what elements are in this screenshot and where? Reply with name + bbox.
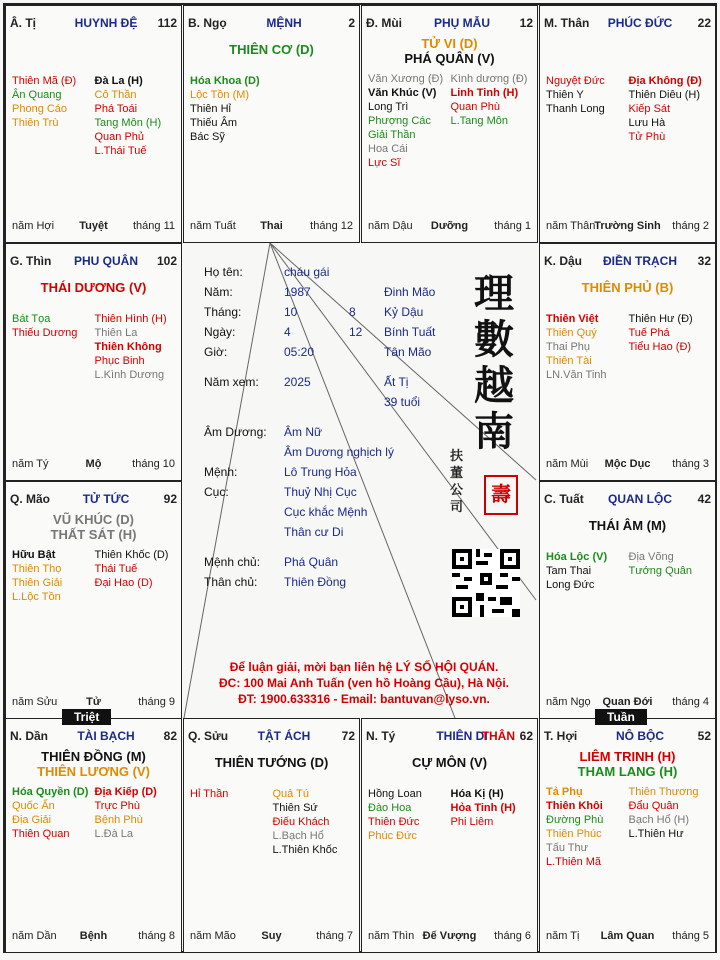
minor-star: Thiên Tài — [546, 355, 592, 367]
minor-star: L.Bạch Hổ — [272, 830, 324, 842]
minor-star: Thiên Trù — [12, 117, 59, 129]
minor-stars-right — [629, 74, 712, 144]
triet-tag: Triệt — [62, 709, 111, 725]
palace-footer — [190, 930, 353, 944]
minor-stars-right — [95, 312, 178, 382]
minor-star: Lộc Tồn (M) — [190, 89, 250, 101]
cuc-value: Thuỷ Nhị Cục — [284, 485, 357, 499]
palace-month: tháng 9 — [138, 696, 175, 708]
palace-header — [544, 729, 711, 743]
minor-star: Hỏa Tinh (H) — [450, 802, 516, 814]
minor-star: Hóa Quyền (D) — [12, 786, 89, 798]
minor-star: Hóa Lộc (V) — [546, 551, 608, 563]
palace-header — [544, 254, 711, 268]
minor-star: Thiên Y — [546, 89, 584, 101]
main-star: THIÊN CƠ (D) — [229, 42, 314, 57]
palace-name: ĐIỀN TRẠCH — [603, 254, 677, 268]
minor-star: Văn Khúc (V) — [368, 87, 437, 99]
minor-stars-right — [95, 785, 178, 841]
cuc-label: Cục: — [204, 485, 229, 499]
palace-cell-hoi — [539, 718, 716, 953]
minor-star: Thiên Thương — [628, 786, 699, 798]
palace-branch: Â. Tị — [10, 16, 36, 30]
qr-code-icon — [452, 549, 520, 617]
palace-month: tháng 6 — [494, 930, 531, 942]
palace-header — [10, 254, 177, 268]
minor-star: Thiên Hình (H) — [94, 313, 167, 325]
minor-stars-right — [273, 74, 356, 144]
palace-year: năm Tý — [12, 458, 49, 470]
palace-month: tháng 4 — [672, 696, 709, 708]
day-label: Ngày: — [204, 325, 236, 339]
name-value: cháu gái — [284, 265, 330, 279]
view-year-value: 2025 — [284, 375, 311, 389]
palace-year: năm Tị — [546, 930, 580, 942]
palace-stage: Bệnh — [79, 930, 108, 942]
palace-branch: Q. Sửu — [188, 729, 229, 743]
minor-stars-left — [546, 550, 629, 592]
palace-name: TỬ TỨC — [82, 492, 130, 506]
palace-footer — [368, 220, 531, 234]
palace-cell-dan — [5, 718, 182, 953]
minor-star: Bạch Hổ (H) — [628, 814, 690, 826]
palace-cell-mao — [5, 481, 182, 719]
minor-stars-right — [629, 312, 712, 382]
main-star: THÁI ÂM (M) — [588, 518, 667, 533]
hour-can-chi: Tân Mão — [384, 345, 432, 359]
minor-star: Địa Võng — [628, 551, 674, 563]
main-star: THIÊN LƯƠNG (V) — [37, 764, 150, 779]
view-year-can-chi: Ất Tị — [384, 375, 409, 389]
minor-star: Thiên Thọ — [12, 563, 62, 575]
palace-year: năm Tuất — [190, 220, 236, 232]
palace-footer — [368, 930, 531, 944]
minor-star: Thiên Hư (Đ) — [628, 313, 693, 325]
minor-star: Giải Thần — [368, 129, 416, 141]
minor-stars-right — [629, 785, 712, 869]
main-star: CỰ MÔN (V) — [411, 755, 488, 770]
tuan-tag: Tuần — [595, 709, 647, 725]
palace-stage: Trường Sinh — [594, 220, 661, 232]
palace-footer — [546, 696, 709, 710]
palace-cell-thin — [5, 243, 182, 481]
minor-star: Tử Phù — [628, 131, 666, 143]
minor-star: Thiên Quan — [12, 828, 70, 840]
hour-label: Giờ: — [204, 345, 228, 359]
palace-name: MỆNH — [266, 16, 302, 30]
minor-star: Nguyệt Đức — [546, 75, 605, 87]
minor-star: Linh Tinh (H) — [450, 87, 519, 99]
qr-code[interactable] — [452, 549, 520, 617]
main-star: PHÁ QUÂN (V) — [404, 51, 495, 66]
minor-stars-right — [451, 787, 534, 843]
minor-star: Bệnh Phù — [94, 814, 143, 826]
palace-cell-ty2 — [361, 718, 538, 953]
menh-label: Mệnh: — [204, 465, 238, 479]
palace-footer — [12, 220, 175, 234]
minor-star: Hoa Cái — [368, 143, 408, 155]
main-star: THAM LANG (H) — [577, 764, 678, 779]
minor-star: LN.Văn Tinh — [546, 369, 607, 381]
month-can-chi: Kỷ Dậu — [384, 305, 424, 319]
minor-star: Lưu Hà — [628, 117, 666, 129]
palace-number: 92 — [163, 492, 177, 506]
palace-footer — [12, 930, 175, 944]
age-value: 39 tuổi — [384, 395, 421, 409]
minor-star: Thiên Sứ — [272, 802, 318, 814]
minor-stars-left — [546, 785, 629, 869]
palace-branch: N. Dần — [10, 729, 49, 743]
minor-star: Thiên Phúc — [546, 828, 602, 840]
minor-star: Thiên Hỉ — [190, 103, 231, 115]
palace-footer — [546, 930, 709, 944]
palace-month: tháng 1 — [494, 220, 531, 232]
minor-star: L.Thiên Khốc — [272, 844, 338, 856]
palace-month: tháng 10 — [132, 458, 175, 470]
red-stamp: 壽 — [484, 475, 518, 515]
palace-branch: Q. Mão — [10, 492, 51, 506]
minor-star: Phong Cáo — [12, 103, 68, 115]
minor-stars-left — [190, 787, 273, 857]
minor-star: L.Lộc Tồn — [12, 591, 61, 603]
am-duong-value: Âm Nữ — [284, 425, 323, 439]
minor-stars-left — [12, 785, 95, 841]
palace-stage: Quan Đới — [602, 696, 653, 708]
palace-cell-tuat — [539, 481, 716, 719]
palace-branch: T. Hợi — [544, 729, 578, 743]
palace-header — [544, 492, 711, 506]
minor-stars-right — [451, 72, 534, 170]
minor-star: Phá Toái — [94, 103, 138, 115]
palace-cell-mui — [361, 5, 538, 243]
minor-stars-left — [12, 74, 95, 158]
minor-star: Thiên Khốc (D) — [94, 549, 169, 561]
minor-star: Tuế Phá — [628, 327, 670, 339]
main-star: LIÊM TRINH (H) — [579, 749, 676, 764]
palace-number: 112 — [157, 16, 177, 30]
palace-month: tháng 3 — [672, 458, 709, 470]
contact-line-1: Để luận giải, mời bạn liên hệ LÝ SỐ HỘI QUÁN. — [229, 660, 499, 674]
minor-star: Địa Giải — [12, 814, 52, 826]
palace-branch: Đ. Mùi — [366, 16, 402, 30]
minor-star: Thiên Diêu (H) — [628, 89, 701, 101]
minor-star: Long Trì — [368, 101, 409, 113]
main-star: THÁI DƯƠNG (V) — [40, 280, 147, 295]
palace-number: 62 — [519, 729, 533, 743]
minor-stars-left — [368, 787, 451, 843]
minor-star: Phúc Đức — [368, 830, 417, 842]
minor-star: Lực Sĩ — [368, 157, 401, 169]
minor-star: Thiên Không — [94, 341, 162, 353]
minor-star: Quan Phủ — [94, 131, 145, 143]
am-duong-note: Âm Dương nghịch lý — [284, 445, 394, 459]
day-lunar: 12 — [349, 325, 363, 339]
palace-stage: Thai — [260, 220, 283, 232]
minor-star: Kiếp Sát — [628, 103, 671, 115]
palace-year: năm Ngọ — [546, 696, 591, 708]
palace-cell-suu — [183, 718, 360, 953]
palace-cell-ty — [5, 5, 182, 243]
center-info-panel — [184, 243, 536, 718]
palace-number: 32 — [697, 254, 711, 268]
palace-year: năm Dậu — [368, 220, 413, 232]
minor-star: Trực Phù — [94, 800, 140, 812]
minor-star: Long Đức — [546, 579, 595, 591]
palace-name: HUYNH ĐỆ — [74, 16, 138, 30]
palace-footer — [546, 458, 709, 472]
minor-star: Thanh Long — [546, 103, 605, 115]
main-star: VŨ KHÚC (D) — [53, 512, 134, 527]
palace-year: năm Dần — [12, 930, 57, 942]
day-can-chi: Bính Tuất — [384, 325, 436, 339]
minor-star: Quả Tú — [272, 788, 309, 800]
year-label: Năm: — [204, 285, 233, 299]
minor-star: Hồng Loan — [368, 788, 422, 800]
palace-name: PHỤ MẪU — [434, 16, 490, 30]
menh-value: Lô Trung Hỏa — [284, 465, 357, 479]
palace-number: 22 — [697, 16, 711, 30]
minor-stars-left — [546, 74, 629, 144]
palace-stage: Suy — [261, 930, 282, 942]
palace-header — [10, 16, 177, 30]
palace-footer — [12, 696, 175, 710]
palace-name: PHÚC ĐỨC — [607, 16, 673, 30]
minor-stars-right — [629, 550, 712, 592]
palace-number: 72 — [341, 729, 355, 743]
menh-chu-label: Mệnh chủ: — [204, 555, 261, 569]
minor-star: Điếu Khách — [272, 816, 330, 828]
main-star: THIÊN PHỦ (B) — [581, 280, 674, 295]
palace-header — [366, 16, 533, 30]
month-label: Tháng: — [204, 305, 242, 319]
main-star: THIÊN TƯỚNG (D) — [214, 755, 329, 770]
palace-year: năm Hợi — [12, 220, 55, 232]
hour-value: 05:20 — [284, 345, 315, 359]
palace-month: tháng 5 — [672, 930, 709, 942]
minor-star: Hóa Kị (H) — [450, 788, 504, 800]
main-star: TỬ VI (D) — [421, 36, 478, 51]
palace-header — [366, 729, 533, 743]
palace-header — [188, 16, 355, 30]
palace-footer — [12, 458, 175, 472]
palace-branch: B. Ngọ — [188, 16, 227, 30]
cuc-note-1: Cục khắc Mệnh — [284, 505, 368, 519]
palace-month: tháng 11 — [132, 220, 175, 232]
minor-stars-right — [273, 787, 356, 857]
month-solar: 10 — [284, 305, 298, 319]
minor-star: Tam Thai — [546, 565, 592, 577]
palace-year: năm Thân — [546, 220, 596, 232]
minor-star: Đà La (H) — [94, 75, 143, 87]
palace-cell-than — [539, 5, 716, 243]
than-chu-label: Thân chủ: — [204, 575, 258, 589]
palace-year: năm Mùi — [546, 458, 589, 470]
minor-star: L.Kình Dương — [94, 369, 165, 381]
minor-star: Văn Xương (Đ) — [368, 73, 444, 85]
minor-star: Quan Phù — [450, 101, 501, 113]
minor-star: L.Tang Môn — [450, 115, 508, 127]
palace-stage: Tuyệt — [79, 220, 108, 232]
palace-branch: N. Tý — [366, 729, 396, 743]
palace-branch: M. Thân — [544, 16, 590, 30]
minor-star: Thái Tuế — [94, 563, 138, 575]
than-chu-value: Thiên Đồng — [284, 575, 347, 589]
palace-branch: K. Dậu — [544, 254, 583, 268]
palace-stage: Dưỡng — [430, 220, 469, 232]
palace-number: 12 — [519, 16, 533, 30]
palace-name: NÔ BỘC — [616, 729, 664, 743]
minor-star: Tả Phụ — [546, 786, 583, 798]
minor-star: Tấu Thư — [546, 842, 589, 854]
palace-year: năm Sửu — [12, 696, 58, 708]
minor-star: Đẩu Quân — [628, 800, 679, 812]
than-mark: THÂN — [481, 729, 515, 743]
minor-star: L.Đà La — [94, 828, 134, 840]
minor-star: Thiên Việt — [546, 313, 599, 325]
am-duong-label: Âm Dương: — [204, 425, 267, 439]
minor-star: Kình dương (Đ) — [450, 73, 528, 85]
palace-stage: Tử — [86, 696, 101, 708]
minor-star: Tiểu Hao (Đ) — [628, 341, 692, 353]
minor-star: Phượng Các — [368, 115, 431, 127]
minor-stars-left — [368, 72, 451, 170]
month-lunar: 8 — [349, 305, 356, 319]
seal-calligraphy: 理 數 越 南 — [474, 270, 514, 455]
palace-number: 2 — [348, 16, 355, 30]
minor-star: Hỉ Thần — [190, 788, 229, 800]
minor-star: Thiên Mã (Đ) — [12, 75, 77, 87]
contact-line-3[interactable]: ĐT: 1900.633316 - Email: bantuvan@lyso.vn. — [238, 692, 490, 706]
palace-header — [544, 16, 711, 30]
palace-stage: Đế Vượng — [422, 930, 477, 942]
minor-star: Hóa Khoa (D) — [190, 75, 260, 87]
palace-name: PHU QUÂN — [73, 254, 138, 268]
minor-star: Địa Kiếp (D) — [94, 786, 157, 798]
minor-stars-left — [12, 548, 95, 604]
palace-stage: Mộ — [85, 458, 102, 470]
palace-branch: G. Thìn — [10, 254, 52, 268]
palace-footer — [546, 220, 709, 234]
minor-star: Ân Quang — [12, 89, 62, 101]
minor-star: Hữu Bật — [12, 549, 56, 561]
year-can-chi: Đinh Mão — [384, 285, 436, 299]
palace-name: TÀI BẠCH — [77, 729, 135, 743]
main-star: THẤT SÁT (H) — [50, 527, 137, 542]
palace-number: 42 — [697, 492, 711, 506]
minor-stars-left — [546, 312, 629, 382]
minor-stars-right — [95, 548, 178, 604]
seal-side-text: 扶 董 公 司 — [450, 449, 464, 515]
minor-star: Thiên Khôi — [546, 800, 603, 812]
minor-star: Cô Thần — [94, 89, 137, 101]
view-year-label: Năm xem: — [204, 375, 259, 389]
minor-star: L.Thiên Hư — [628, 828, 684, 840]
minor-star: Bác Sỹ — [190, 131, 225, 143]
name-label: Họ tên: — [204, 265, 243, 279]
palace-branch: C. Tuất — [544, 492, 584, 506]
palace-cell-dau — [539, 243, 716, 481]
palace-footer — [190, 220, 353, 234]
minor-star: Tướng Quân — [628, 565, 692, 577]
minor-star: Thai Phụ — [546, 341, 591, 353]
minor-stars-right — [95, 74, 178, 158]
palace-month: tháng 12 — [310, 220, 353, 232]
palace-stage: Mộc Dục — [604, 458, 651, 470]
minor-star: Thiếu Âm — [190, 117, 238, 129]
palace-month: tháng 8 — [138, 930, 175, 942]
minor-star: Thiếu Dương — [12, 327, 78, 339]
palace-cell-ngo — [183, 5, 360, 243]
minor-star: Địa Không (Đ) — [628, 75, 702, 87]
minor-stars-left — [190, 74, 273, 144]
menh-chu-value: Phá Quân — [284, 555, 339, 569]
palace-number: 102 — [156, 254, 177, 268]
cuc-note-2: Thân cư Di — [284, 525, 344, 539]
minor-star: Tang Môn (H) — [94, 117, 162, 129]
minor-star: Đào Hoa — [368, 802, 412, 814]
palace-month: tháng 7 — [316, 930, 353, 942]
minor-star: Phục Binh — [94, 355, 145, 367]
palace-header — [188, 729, 355, 743]
palace-stage: Lâm Quan — [600, 930, 655, 942]
contact-line-2: ĐC: 100 Mai Anh Tuấn (ven hồ Hoàng Cầu), Hà Nội. — [218, 676, 509, 690]
minor-star: Đại Hao (D) — [94, 577, 153, 589]
palace-name: TẬT ÁCH — [257, 729, 311, 743]
day-solar: 4 — [284, 325, 291, 339]
palace-number: 52 — [697, 729, 711, 743]
minor-star: Bát Tọa — [12, 313, 51, 325]
minor-star: Thiên Giải — [12, 577, 63, 589]
palace-name: THIÊN DI — [436, 729, 488, 743]
palace-month: tháng 2 — [672, 220, 709, 232]
minor-star: Thiên Đức — [368, 816, 420, 828]
year-value: 1987 — [284, 285, 311, 299]
palace-number: 82 — [163, 729, 177, 743]
minor-star: Thiên Quý — [546, 327, 597, 339]
palace-year: năm Thìn — [368, 930, 415, 942]
minor-star: L.Thái Tuế — [94, 145, 147, 157]
minor-star: Thiên La — [94, 327, 138, 339]
palace-header — [10, 492, 177, 506]
main-star: THIÊN ĐỒNG (M) — [41, 749, 146, 764]
minor-stars-left — [12, 312, 95, 382]
palace-name: QUAN LỘC — [608, 492, 672, 506]
minor-star: Phi Liêm — [450, 816, 494, 828]
palace-header — [10, 729, 177, 743]
minor-star: L.Thiên Mã — [546, 856, 602, 868]
minor-star: Đường Phù — [546, 814, 604, 826]
palace-year: năm Mão — [190, 930, 236, 942]
minor-star: Quốc Ấn — [12, 800, 55, 812]
